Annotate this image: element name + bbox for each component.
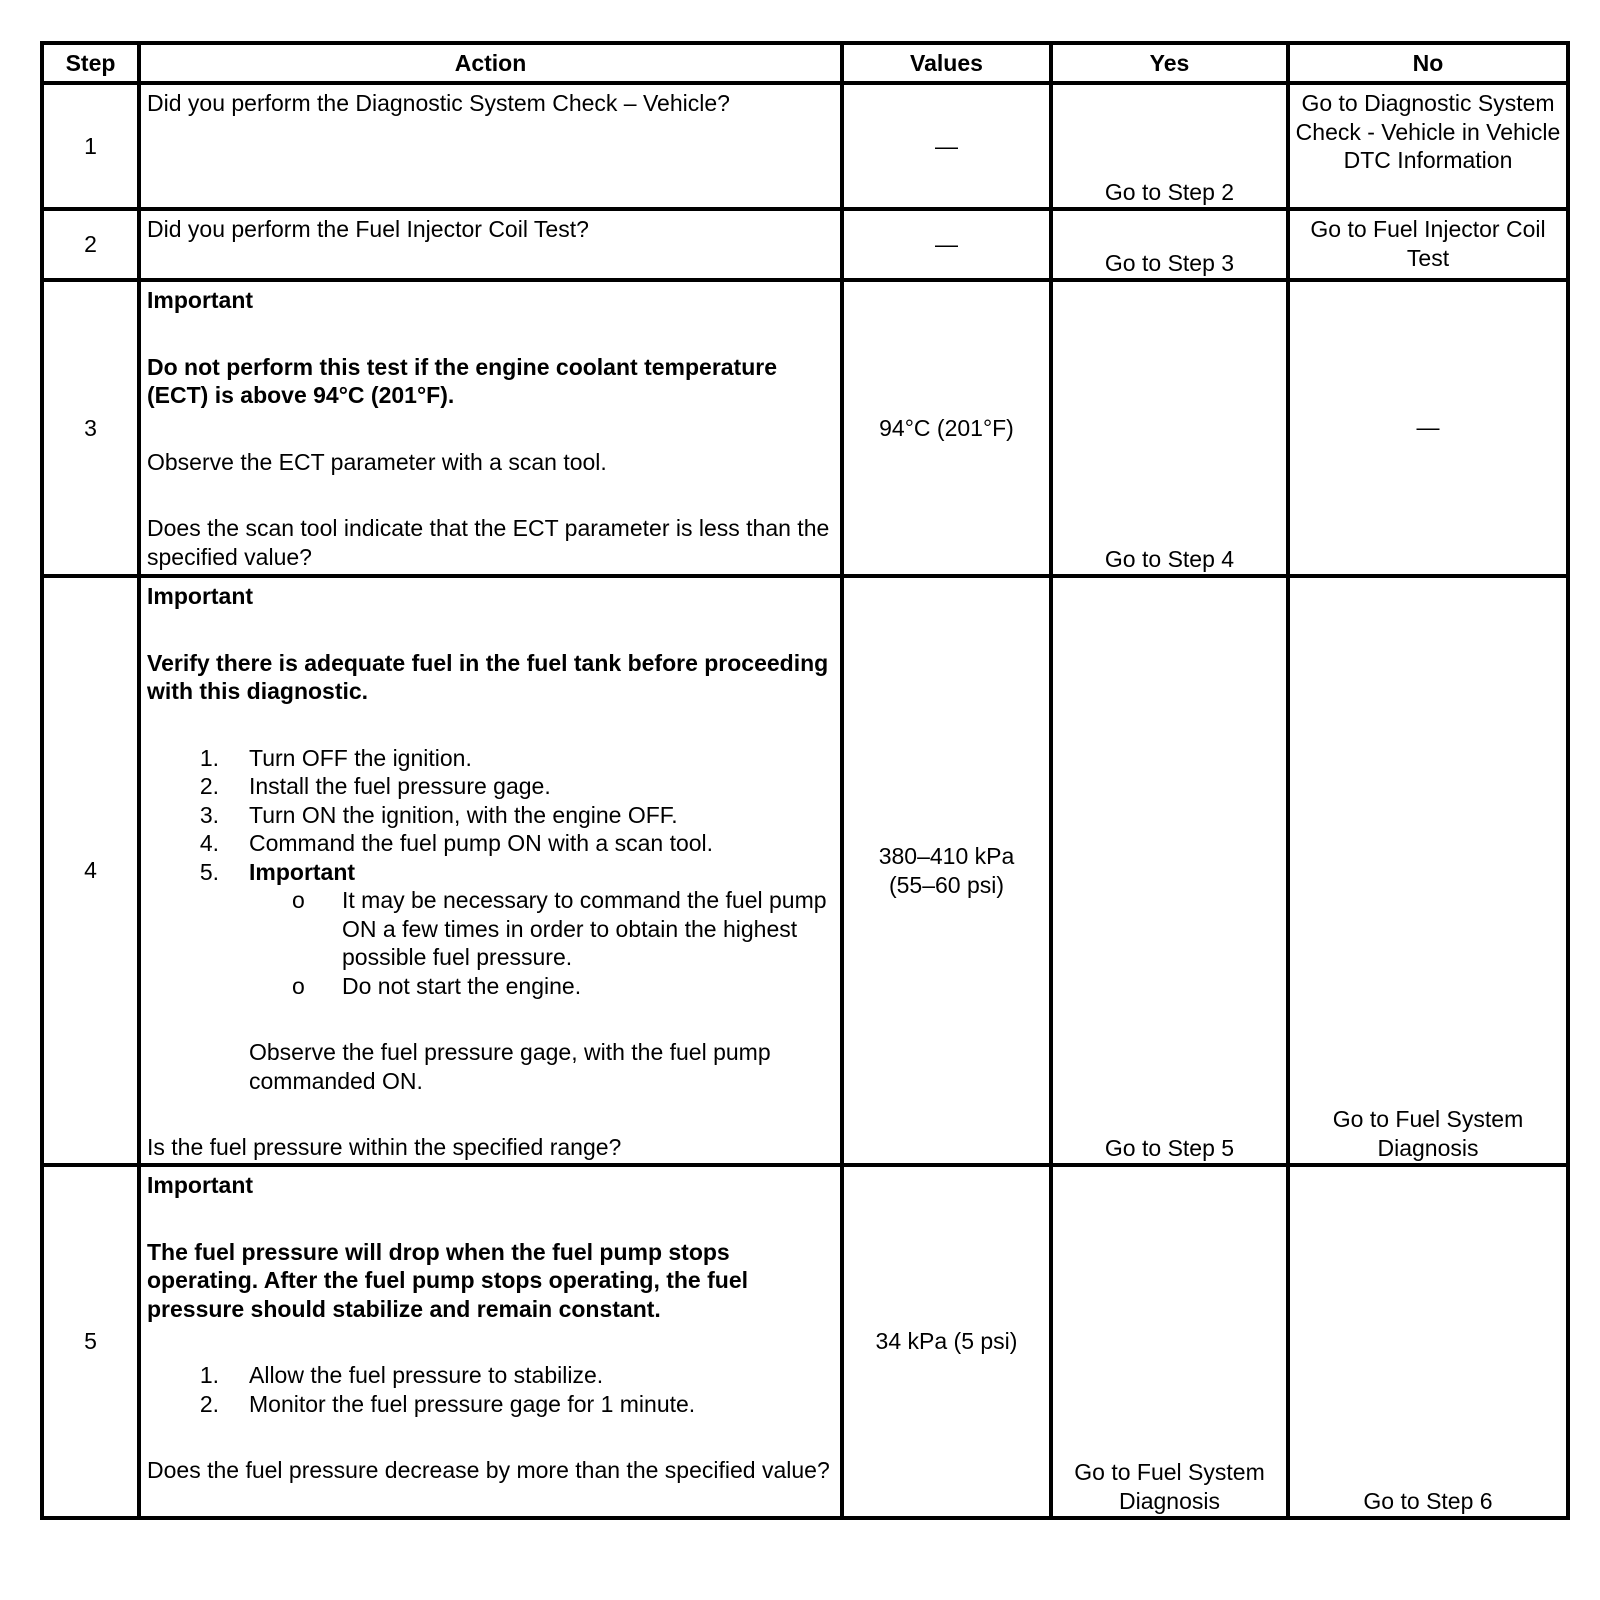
list-item: 3. Turn ON the ignition, with the engine OFF.: [199, 801, 678, 828]
bullet-marker: o: [292, 972, 305, 999]
list-item: 2. Install the fuel pressure gage.: [199, 773, 551, 799]
yes-cell: Go to Step 2: [1051, 83, 1288, 209]
action-cell: [139, 209, 842, 280]
table-row: [42, 1165, 1568, 1518]
important-label: Important: [249, 858, 356, 885]
important-label: Important: [147, 1172, 254, 1198]
list-item: 2. Monitor the fuel pressure gage for 1 minute.: [199, 1390, 696, 1417]
step-number: 4: [42, 576, 139, 1165]
step-number: 1: [42, 83, 139, 209]
values-cell: [842, 576, 1051, 1165]
bullet-item: o Do not start the engine.: [292, 972, 582, 999]
header-step: Step: [42, 43, 139, 83]
table-row: [42, 209, 1568, 280]
table-row: [42, 576, 1568, 1165]
table-row: [42, 83, 1568, 209]
no-cell: Go to Fuel Injector Coil Test: [1288, 209, 1568, 280]
step-number: 5: [42, 1165, 139, 1518]
action-cell: [139, 280, 842, 576]
action-question: Is the fuel pressure within the specified range?: [147, 1134, 622, 1160]
bullet-marker: o: [292, 887, 305, 913]
action-question: Did you perform the Fuel Injector Coil Test?: [147, 216, 589, 242]
header-no: No: [1288, 43, 1568, 83]
warning-text: The fuel pressure will drop when the fuel pump stops operating. After the fuel pump stops operating, the fuel pressure should stabilize and remain constant.: [147, 1238, 748, 1322]
warning-text: Do not perform this test if the engine coolant temperature (ECT) is above 94°C (201°F).: [147, 353, 778, 408]
list-item: 4. Command the fuel pump ON with a scan tool.: [199, 830, 714, 856]
action-question: Does the scan tool indicate that the ECT parameter is less than the specified value?: [147, 515, 830, 570]
no-cell: —: [1288, 280, 1568, 576]
list-item: 5. Important: [147, 858, 834, 887]
no-cell: Go to Diagnostic System Check - Vehicle in Vehicle DTC Information: [1288, 83, 1568, 209]
step-number: 3: [42, 280, 139, 576]
warning-text: Verify there is adequate fuel in the fuel tank before proceeding with this diagnostic.: [147, 649, 829, 704]
yes-cell: Go to Step 3: [1051, 209, 1288, 280]
yes-cell: Go to Step 5: [1051, 576, 1288, 1165]
values-line: 380–410 kPa: [878, 843, 1015, 869]
action-cell: [139, 83, 842, 209]
observe-text: Observe the fuel pressure gage, with the fuel pump commanded ON.: [249, 1039, 771, 1094]
header-row: [42, 43, 1568, 83]
values-cell: —: [842, 83, 1051, 209]
important-label: Important: [147, 583, 254, 609]
yes-cell: Go to Fuel System Diagnosis: [1051, 1165, 1288, 1518]
action-question: Does the fuel pressure decrease by more than the specified value?: [147, 1457, 830, 1483]
header-yes: Yes: [1051, 43, 1288, 83]
instruction-text: Observe the ECT parameter with a scan tool.: [147, 448, 607, 475]
yes-cell: Go to Step 4: [1051, 280, 1288, 576]
list-item: 1. Allow the fuel pressure to stabilize.: [199, 1362, 604, 1388]
action-question: Did you perform the Diagnostic System Check – Vehicle?: [147, 90, 730, 116]
step-number: 2: [42, 209, 139, 280]
header-action: Action: [139, 43, 842, 83]
list-item: 1. Turn OFF the ignition.: [199, 744, 472, 771]
important-label: Important: [147, 287, 254, 313]
header-values: Values: [842, 43, 1051, 83]
values-cell: 34 kPa (5 psi): [842, 1165, 1051, 1518]
no-cell: Go to Fuel System Diagnosis: [1288, 576, 1568, 1165]
action-cell: [139, 576, 842, 1165]
action-cell: [139, 1165, 842, 1518]
no-cell: Go to Step 6: [1288, 1165, 1568, 1518]
values-cell: 94°C (201°F): [842, 280, 1051, 576]
diagnostic-table: [40, 41, 1570, 1520]
values-line: (55–60 psi): [888, 871, 1005, 898]
table-row: [42, 280, 1568, 576]
values-cell: —: [842, 209, 1051, 280]
bullet-item: o It may be necessary to command the fuel pump ON a few times in order to obtain the highest possible fuel pressure.: [292, 887, 827, 970]
